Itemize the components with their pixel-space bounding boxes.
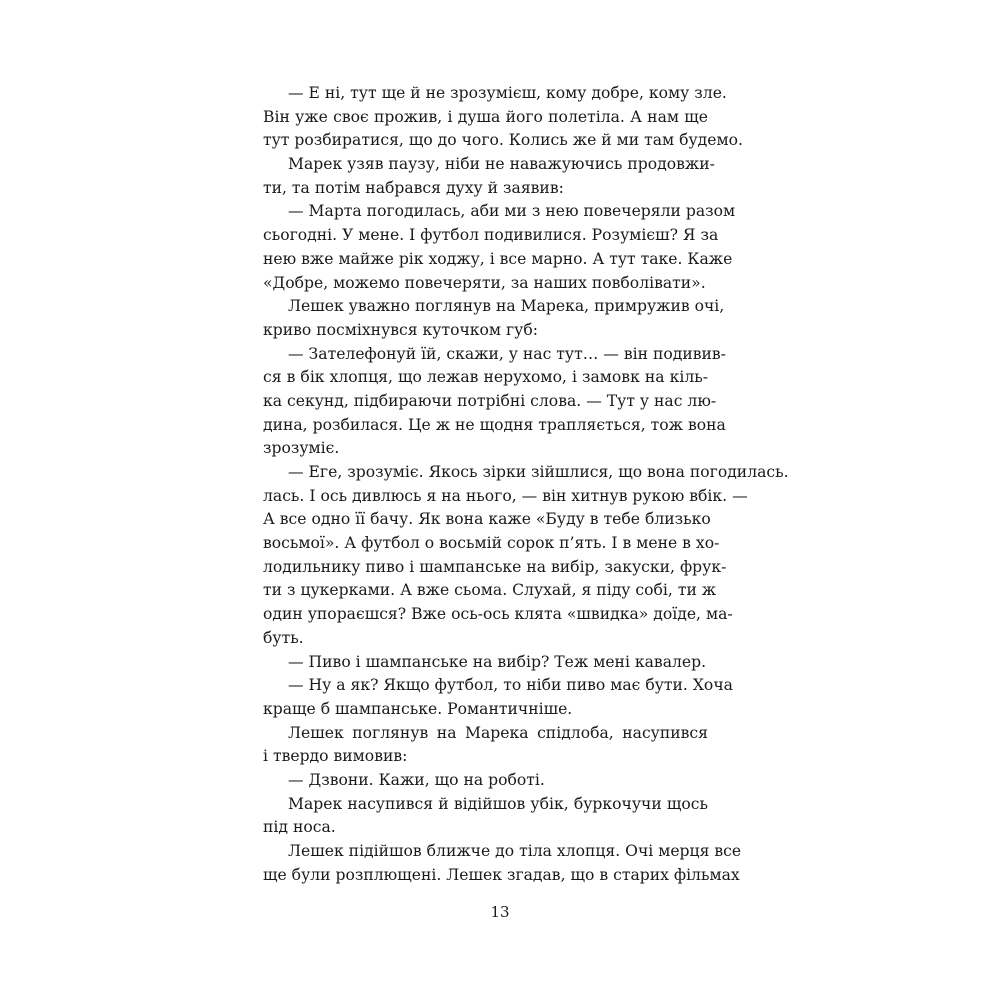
text-line: лась. І ось дивлюсь я на нього, — він хитнув рукою вбік. — [263,486,748,505]
text-line: під носа. [263,818,336,837]
book-page-text [263,82,789,887]
text-line: ся в бік хлопця, що лежав нерухомо, і замовк на кіль- [263,368,708,387]
text-line: ка секунд, підбираючи потрібні слова. — Тут у нас лю- [263,391,717,410]
text-line: — Ну а як? Якщо футбол, то ніби пиво має бути. Хоча [288,676,733,695]
text-line: і твердо вимовив: [263,747,408,766]
text-line: лодильнику пиво і шампанське на вибір, закуски, фрук- [263,557,727,576]
page-number: 13 [490,903,510,921]
text-line: «Добре, можемо повечеряти, за наших повболівати». [263,273,706,292]
text-line: тут розбиратися, що до чого. Колись же й ми там будемо. [263,131,743,150]
text-line: — Зателефонуй їй, скажи, у нас тут… — він подивив- [288,344,726,363]
text-line: Він уже своє прожив, і душа його полетіла. А нам ще [263,107,708,126]
text-line: — Марта погодилась, аби ми з нею повечеряли разом [288,202,736,221]
text-line: краще б шампанське. Романтичніше. [263,699,573,718]
text-line: нею вже майже рік ходжу, і все марно. А тут таке. Каже [263,249,733,268]
text-line: Лешек підійшов ближче до тіла хлопця. Очі мерця все [288,842,742,860]
text-line: Марек насупився й відійшов убік, буркочучи щось [288,794,708,813]
text-line: — Е ні, тут ще й не зрозумієш, кому добре, кому зле. [288,84,727,102]
text-line: А все одно її бачу. Як вона каже «Буду в тебе близько [263,510,711,529]
text-line: — Пиво і шампанське на вибір? Теж мені кавалер. [288,652,707,671]
text-line: буть. [263,628,304,647]
text-line: сьогодні. У мене. І футбол подивилися. Розумієш? Я за [263,226,719,245]
text-line: ти з цукерками. А вже сьома. Слухай, я піду собі, ти ж [263,581,717,600]
text-line: — Дзвони. Кажи, що на роботі. [288,770,545,789]
text-line: криво посміхнувся куточком губ: [263,320,538,339]
text-line: Марек узяв паузу, ніби не наважуючись продовжи- [288,155,715,174]
text-line: Лешек поглянув на Марека спідлоба, насупився [288,723,708,742]
text-line: дина, розбилася. Це ж не щодня трапляється, тож вона [263,415,726,434]
text-line: восьмої». А футбол о восьмій сорок п’ять. І в мене в хо- [263,534,720,553]
text-line: ще були розплющені. Лешек згадав, що в старих фільмах [263,865,740,884]
text-line: — Еге, зрозуміє. Якось зірки зійшлися, що вона погодилась. [288,463,789,481]
text-line: зрозуміє. [263,439,340,458]
text-line: ти, та потім набрався духу й заявив: [263,178,564,197]
text-line: Лешек уважно поглянув на Марека, примружив очі, [288,297,725,316]
text-line: один упораєшся? Вже ось-ось клята «швидка» доїде, ма- [263,605,733,624]
